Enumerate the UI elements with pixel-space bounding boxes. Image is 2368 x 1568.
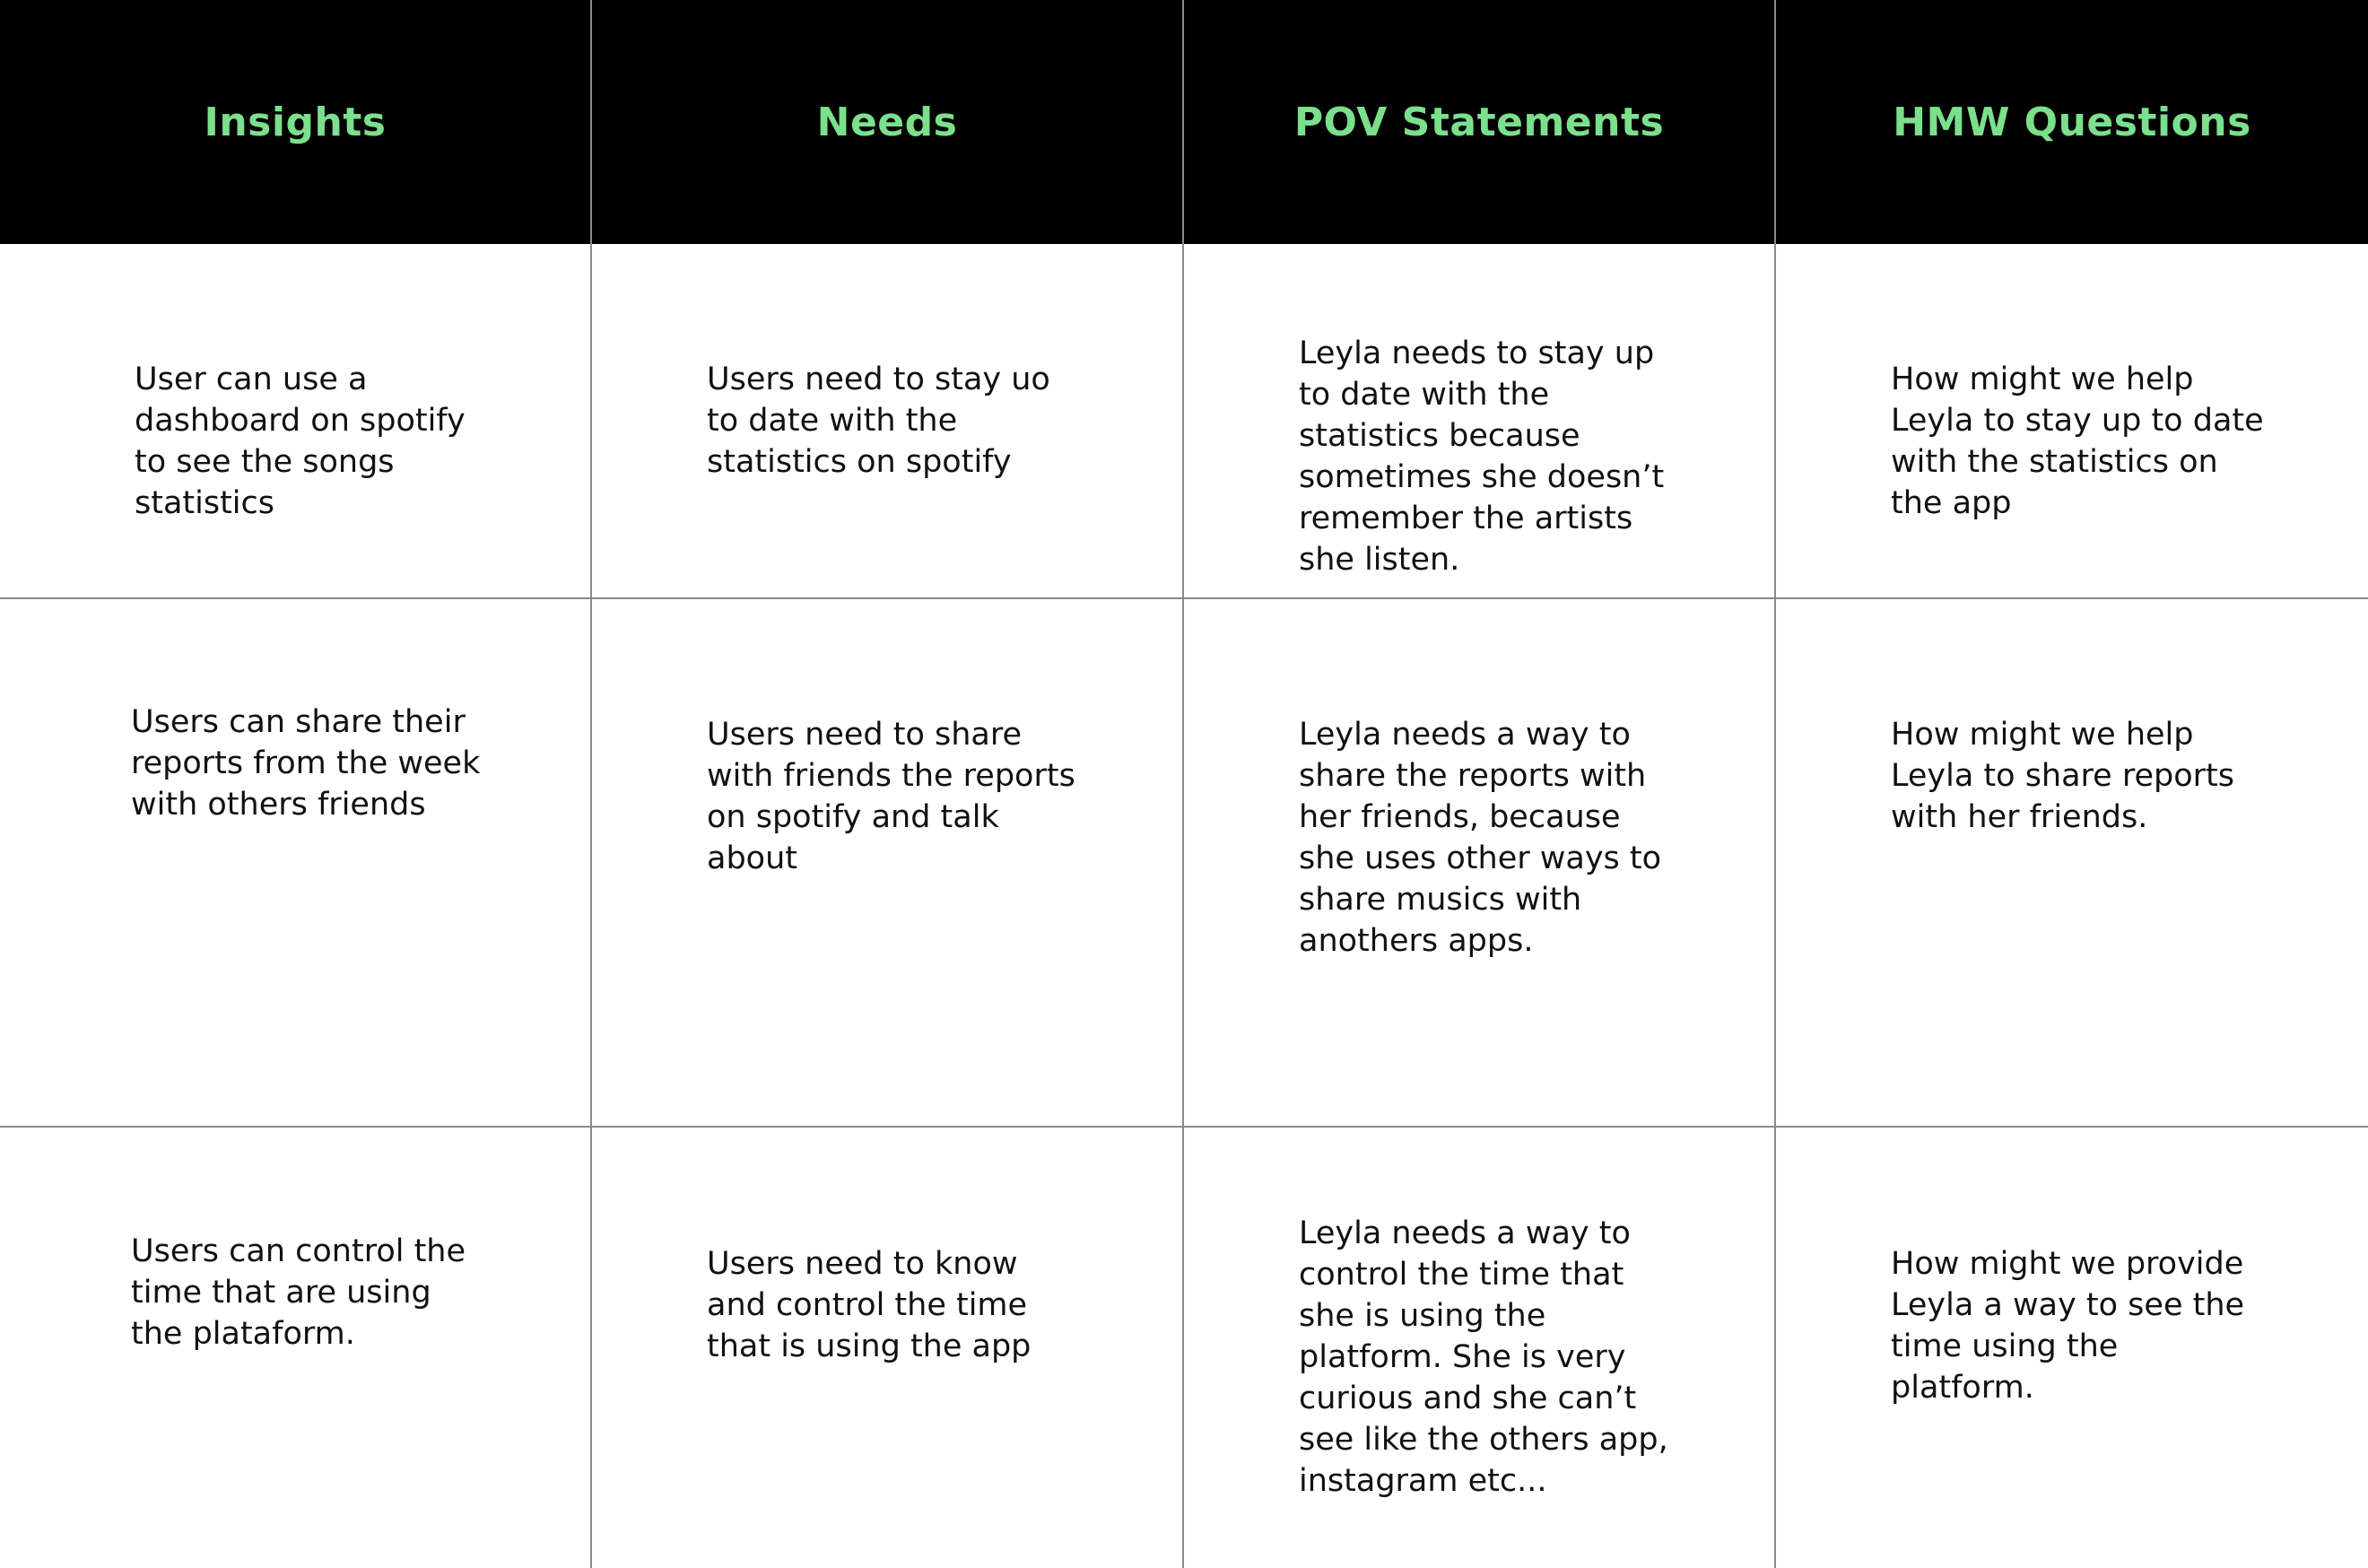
row-2-hmw: How might we help Leyla to share reports with her friends. <box>1891 717 2234 835</box>
row-3-insight: Users can control the time that are using the plataform. <box>131 1233 466 1352</box>
column-divider <box>590 0 592 1568</box>
row-3-pov: Leyla needs a way to control the time that she is using the platform. She is very curious and she can’t see like the others app, instagram etc... <box>1299 1215 1668 1499</box>
row-2-pov: Leyla needs a way to share the reports with her friends, because she uses other ways to share musics with anothers apps. <box>1299 717 1662 959</box>
column-header-needs: Needs <box>816 99 958 145</box>
row-3-hmw: How might we provide Leyla a way to see the time using the platform. <box>1891 1246 2245 1406</box>
row-1-hmw: How might we help Leyla to stay up to date with the statistics on the app <box>1891 362 2264 521</box>
column-header-hmw-questions: HMW Questions <box>1893 99 2251 145</box>
row-divider <box>0 597 2368 599</box>
row-1-insight: User can use a dashboard on spotify to see the songs statistics <box>135 362 466 521</box>
row-3-need: Users need to know and control the time that is using the app <box>707 1246 1032 1364</box>
column-header-pov-statements: POV Statements <box>1293 99 1665 145</box>
row-divider <box>0 1126 2368 1128</box>
row-2-insight: Users can share their reports from the week with others friends <box>131 704 481 823</box>
row-1-pov: Leyla needs to stay up to date with the statistics because sometimes she doesn’t remember the artists she listen. <box>1299 335 1665 578</box>
column-divider <box>1774 0 1776 1568</box>
column-header-insights: Insights <box>204 99 387 145</box>
row-2-need: Users need to share with friends the reports on spotify and talk about <box>707 717 1075 876</box>
row-1-need: Users need to stay uo to date with the statistics on spotify <box>707 362 1050 480</box>
column-divider <box>1182 0 1184 1568</box>
table-header <box>0 0 2368 244</box>
